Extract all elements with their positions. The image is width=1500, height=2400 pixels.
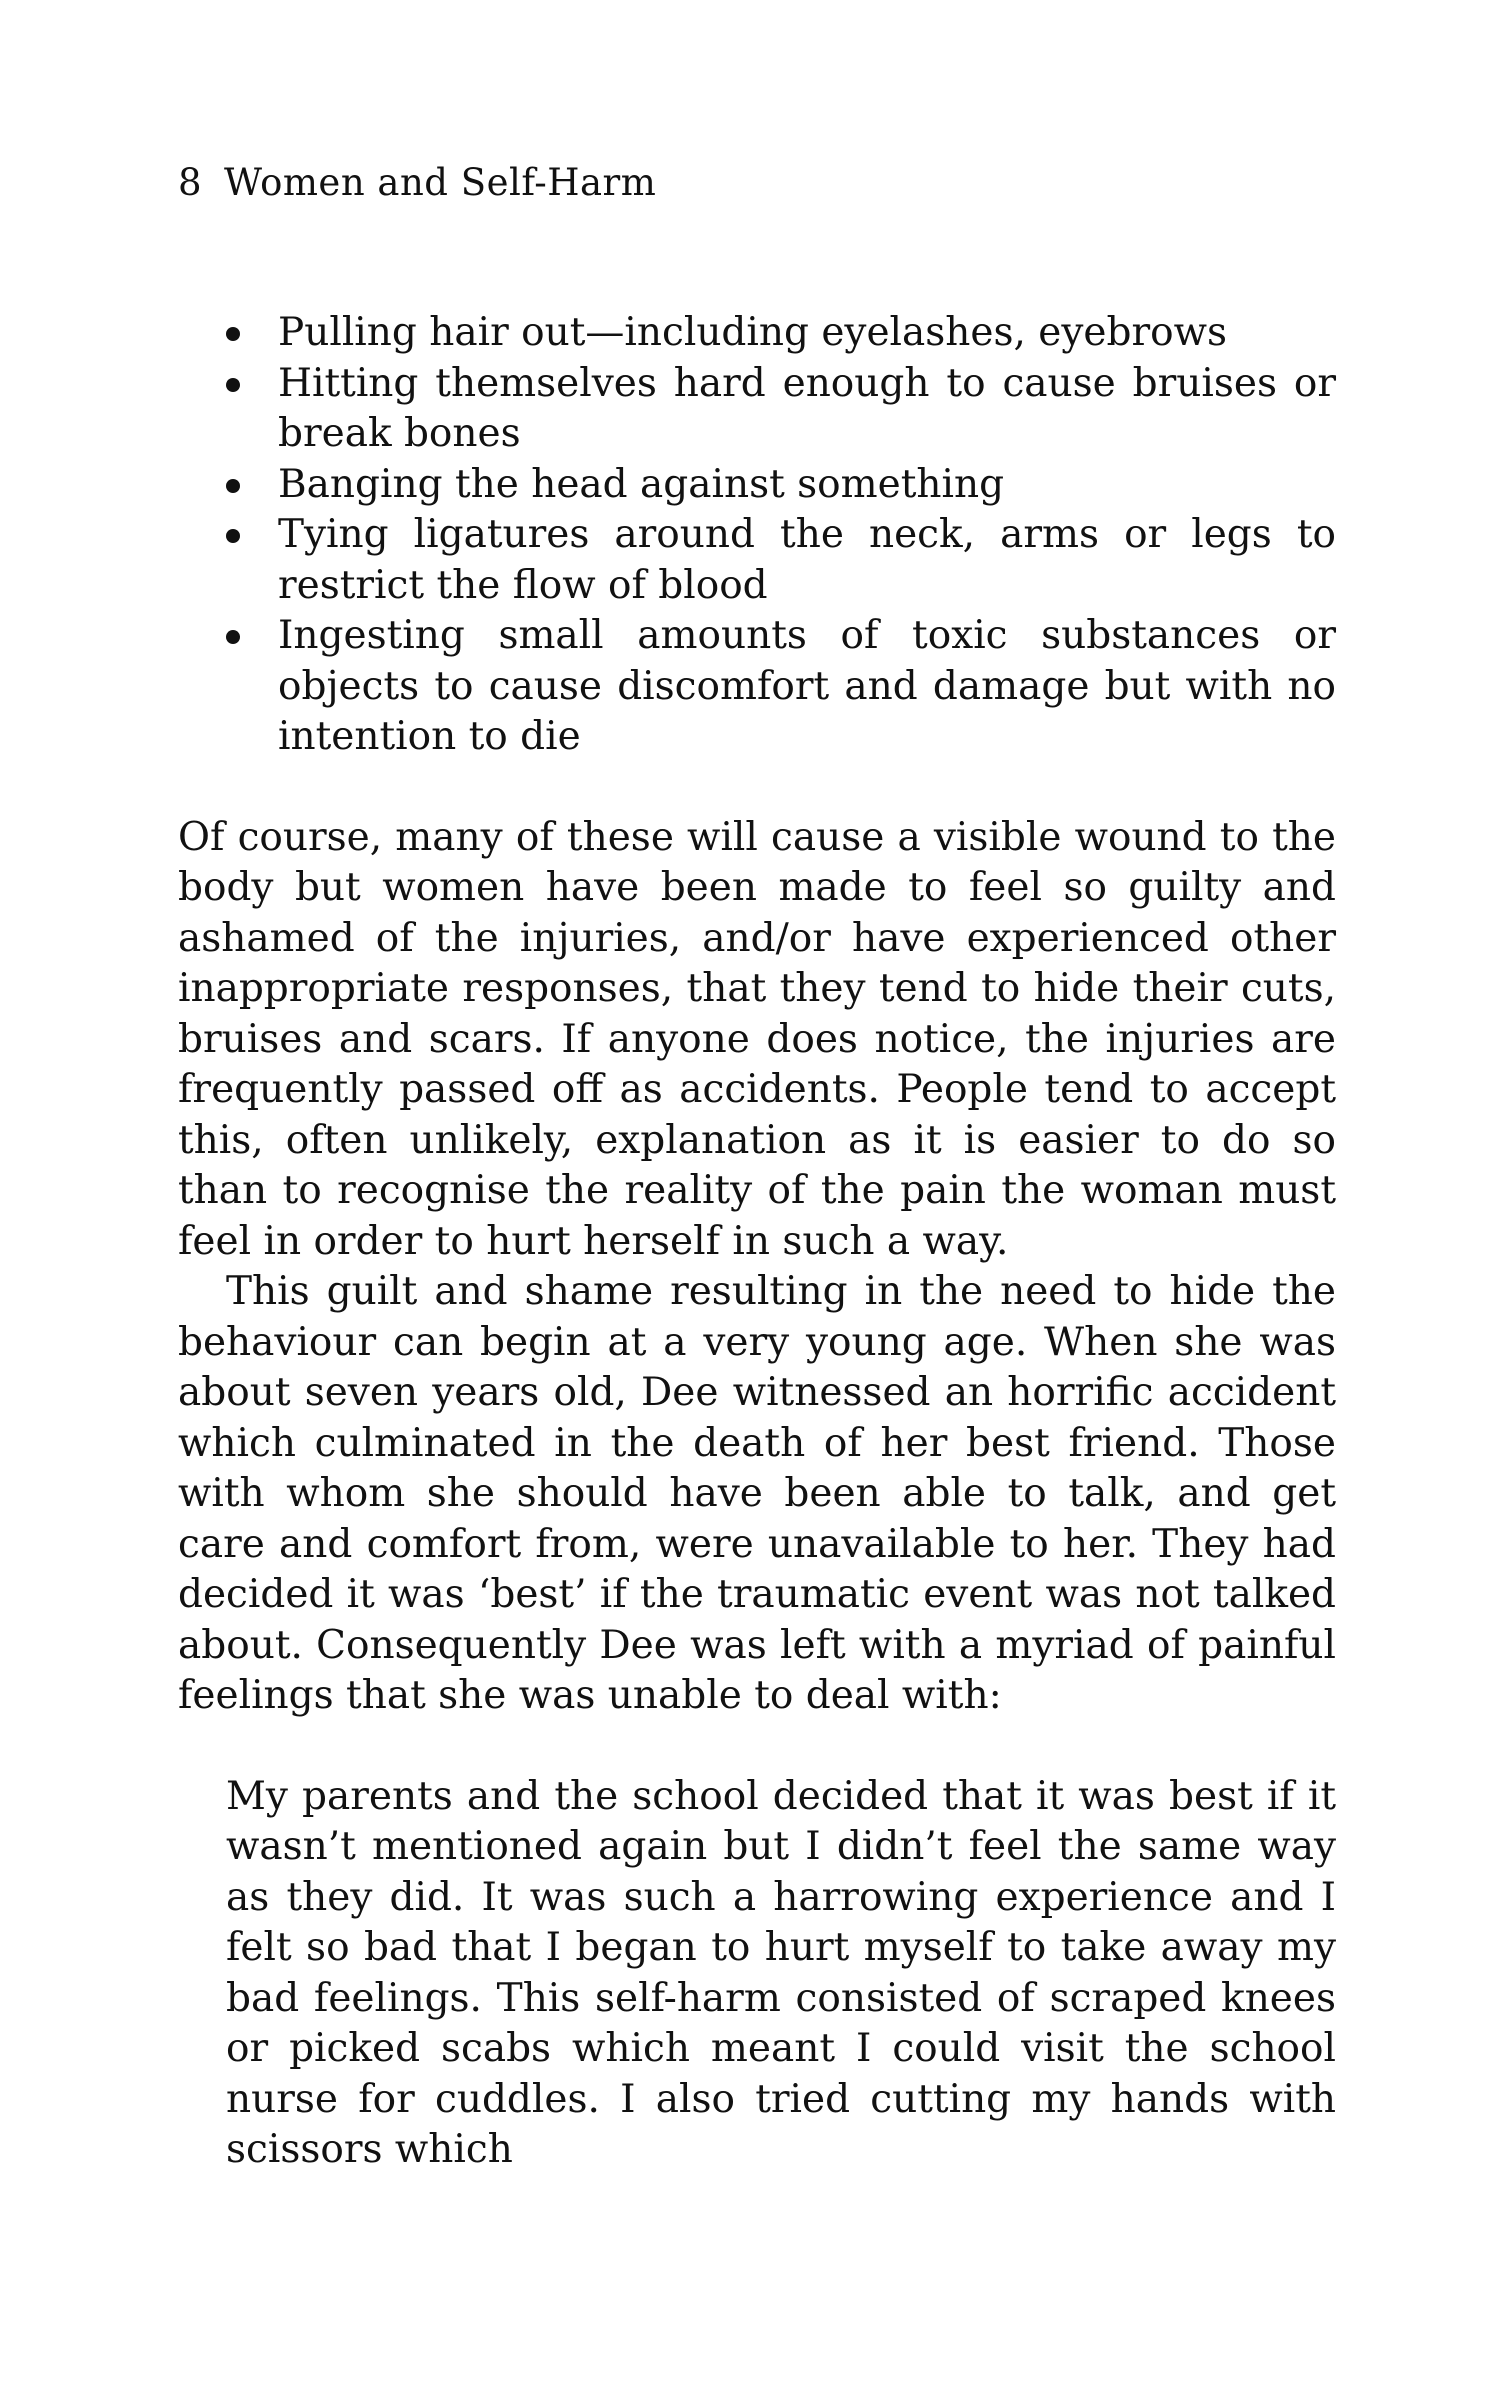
bullet-item: Tying ligatures around the neck, arms or legs to restrict the flow of blood [178,510,1336,611]
page-number: 8 [178,161,203,204]
bullet-list [178,308,1336,763]
body-text [178,308,1336,2176]
paragraph: Of course, many of these will cause a visible wound to the body but women have been made to feel so guilty and ashamed of the injuries, and/or have experienced other inappropriate responses, that they tend to hide their cuts, bruises and scars. If anyone does notice, the injuries are frequently passed off as accidents. People tend to accept this, often unlikely, explanation as it is easier to do so than to recognise the reality of the pain the woman must feel in order to hurt herself in such a way. [178,814,1336,1264]
block-quote: My parents and the school decided that it was best if it wasn’t mentioned again but I didn’t feel the same way as they did. It was such a harrowing experience and I felt so bad that I began to hurt myself to take away my bad feelings. This self-harm consisted of scraped knees or picked scabs which meant I could visit the school nurse for cuddles. I also tried cutting my hands with scissors which [226,1773,1336,2172]
bullet-item: Hitting themselves hard enough to cause bruises or break bones [178,359,1336,460]
running-head [178,158,656,208]
paragraph: This guilt and shame resulting in the need to hide the behaviour can begin at a very young age. When she was about seven years old, Dee witnessed an horrific accident which culminated in the death of her best friend. Those with whom she should have been able to talk, and get care and comfort from, were unavailable to her. They had decided it was ‘best’ if the traumatic event was not talked about. Consequently Dee was left with a myriad of painful feelings that she was unable to deal with: [178,1269,1336,1718]
bullet-item: Ingesting small amounts of toxic substances or objects to cause discomfort and damage but with no intention to die [178,611,1336,763]
running-title: Women and Self-Harm [224,161,657,204]
bullet-item: Pulling hair out—including eyelashes, eyebrows [178,308,1336,359]
bullet-item: Banging the head against something [178,460,1336,511]
